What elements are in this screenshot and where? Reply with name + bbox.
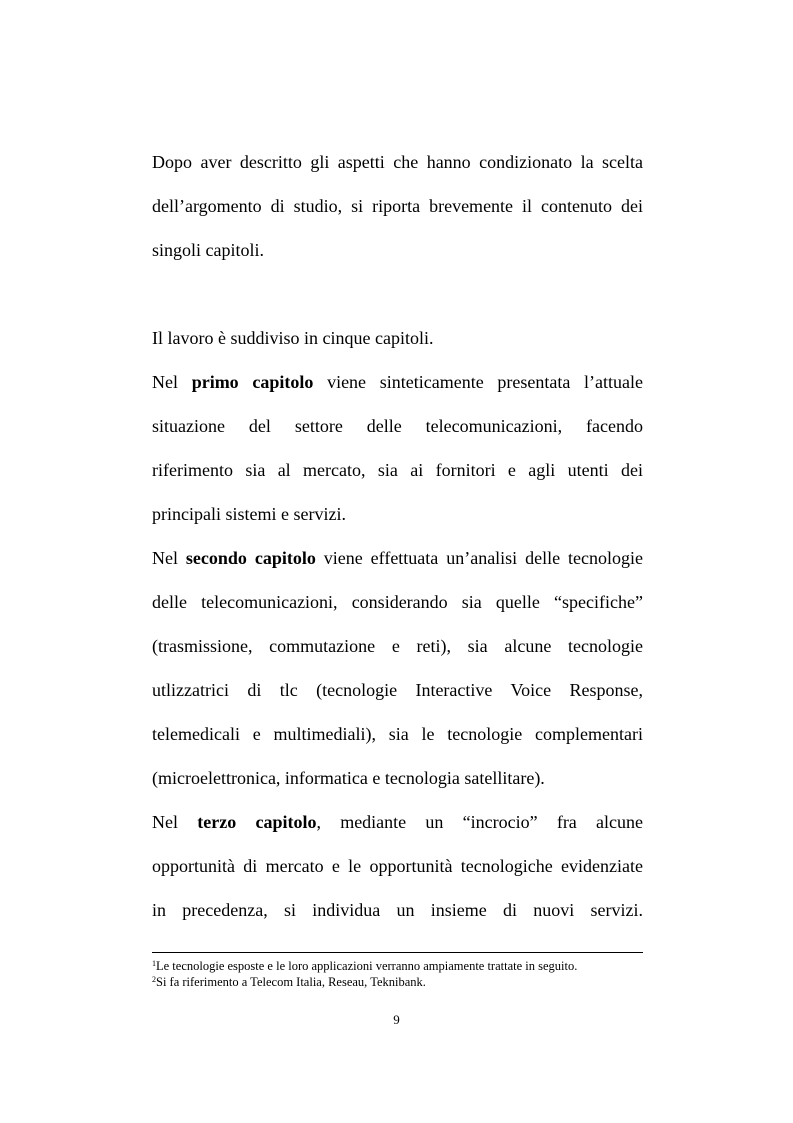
page-number: 9 [393, 1012, 400, 1027]
intro-line-1: Dopo aver descritto gli aspetti che hanno condizionato la scelta [152, 152, 643, 172]
second-chapter-line-5: telemedicali e multimediali), sia le tecnologie complementari [152, 724, 643, 744]
footnote-separator [152, 952, 643, 953]
first-chapter-line-1 [152, 371, 643, 393]
second-chapter-line-3: (trasmissione, commutazione e reti), sia alcune tecnologie [152, 636, 643, 656]
first-chapter-line-4: principali sistemi e servizi. [152, 504, 346, 524]
second-chapter-line-1 [152, 547, 643, 569]
third-chapter-line-3: in precedenza, si individua un insieme di nuovi servizi. [152, 900, 643, 920]
intro-line-2: dell’argomento di studio, si riporta brevemente il contenuto dei [152, 196, 643, 216]
footnote-2-number: 2 [152, 975, 156, 984]
third-chapter-line-1 [152, 811, 643, 833]
footnote-1-number: 1 [152, 959, 156, 968]
second-chapter-line-6: (microelettronica, informatica e tecnologia satellitare). [152, 768, 545, 788]
third-chapter-bold: terzo capitolo [197, 812, 317, 832]
footnote-2 [152, 974, 426, 990]
footnote-1-text: Le tecnologie esposte e le loro applicazioni verranno ampiamente trattate in seguito. [156, 959, 578, 973]
first-chapter-line-3: riferimento sia al mercato, sia ai fornitori e agli utenti dei [152, 460, 643, 480]
second-chapter-rest: viene effettuata un’analisi delle tecnologie [323, 548, 643, 568]
footnote-2-text: Si fa riferimento a Telecom Italia, Reseau, Teknibank. [156, 975, 426, 989]
second-chapter-line-2: delle telecomunicazioni, considerando sia quelle “specifiche” [152, 592, 643, 612]
first-chapter-bold: primo capitolo [191, 372, 314, 392]
third-chapter-line-2: opportunità di mercato e le opportunità tecnologiche evidenziate [152, 856, 643, 876]
intro-line-3: singoli capitoli. [152, 240, 264, 260]
overview-line: Il lavoro è suddiviso in cinque capitoli. [152, 328, 434, 348]
second-chapter-line-4: utlizzatrici di tlc (tecnologie Interactive Voice Response, [152, 680, 643, 700]
footnote-1 [152, 958, 577, 974]
third-chapter-prefix: Nel [152, 812, 178, 832]
second-chapter-bold: secondo capitolo [185, 548, 316, 568]
second-chapter-prefix: Nel [152, 548, 178, 568]
first-chapter-line-2: situazione del settore delle telecomunicazioni, facendo [152, 416, 643, 436]
first-chapter-prefix: Nel [152, 372, 178, 392]
first-chapter-rest: viene sinteticamente presentata l’attuale [327, 372, 643, 392]
third-chapter-rest: , mediante un “incrocio” fra alcune [316, 812, 644, 832]
